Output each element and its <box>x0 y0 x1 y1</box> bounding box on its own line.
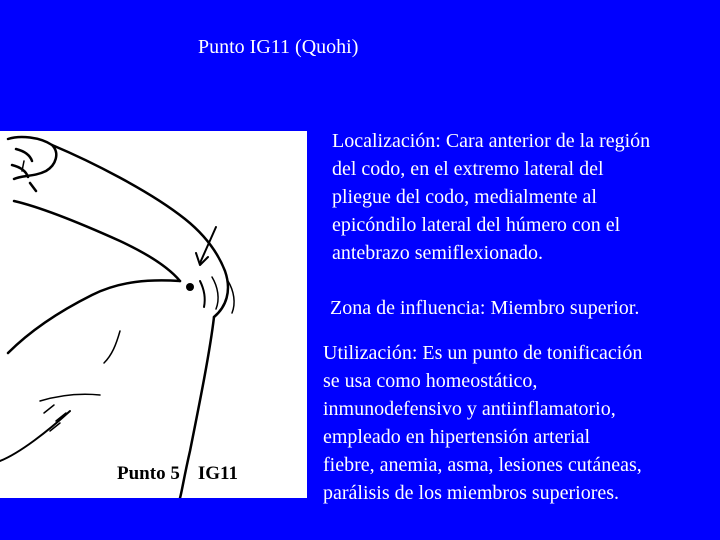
utilizacion-line: empleado en hipertensión arterial <box>323 426 591 448</box>
utilizacion-paragraph <box>323 339 719 507</box>
slide-title: Punto IG11 (Quohi) <box>198 36 359 58</box>
localizacion-line: epicóndilo lateral del húmero con el <box>332 214 621 236</box>
utilizacion-line: se usa como homeostático, <box>323 370 538 392</box>
utilizacion-line: inmunodefensivo y antiinflamatorio, <box>323 398 616 420</box>
localizacion-line: Localización: Cara anterior de la región <box>332 130 651 152</box>
utilizacion-line: Utilización: Es un punto de tonificación <box>323 342 643 364</box>
zona-paragraph: Zona de influencia: Miembro superior. <box>330 297 640 319</box>
localizacion-line: pliegue del codo, medialmente al <box>332 186 597 208</box>
localizacion-line: del codo, en el extremo lateral del <box>332 158 604 180</box>
utilizacion-line: fiebre, anemia, asma, lesiones cutáneas, <box>323 454 642 476</box>
localizacion-line: antebrazo semiflexionado. <box>332 242 544 264</box>
caption-point-label: Punto 5 <box>117 463 180 484</box>
flexed-arm-drawing <box>0 131 307 498</box>
caption-code-label: IG11 <box>197 463 238 484</box>
illustration-caption <box>117 463 238 485</box>
localizacion-paragraph <box>332 127 716 267</box>
utilizacion-line: parálisis de los miembros superiores. <box>323 482 620 504</box>
arm-illustration <box>0 131 307 498</box>
acupoint-marker <box>186 283 194 291</box>
